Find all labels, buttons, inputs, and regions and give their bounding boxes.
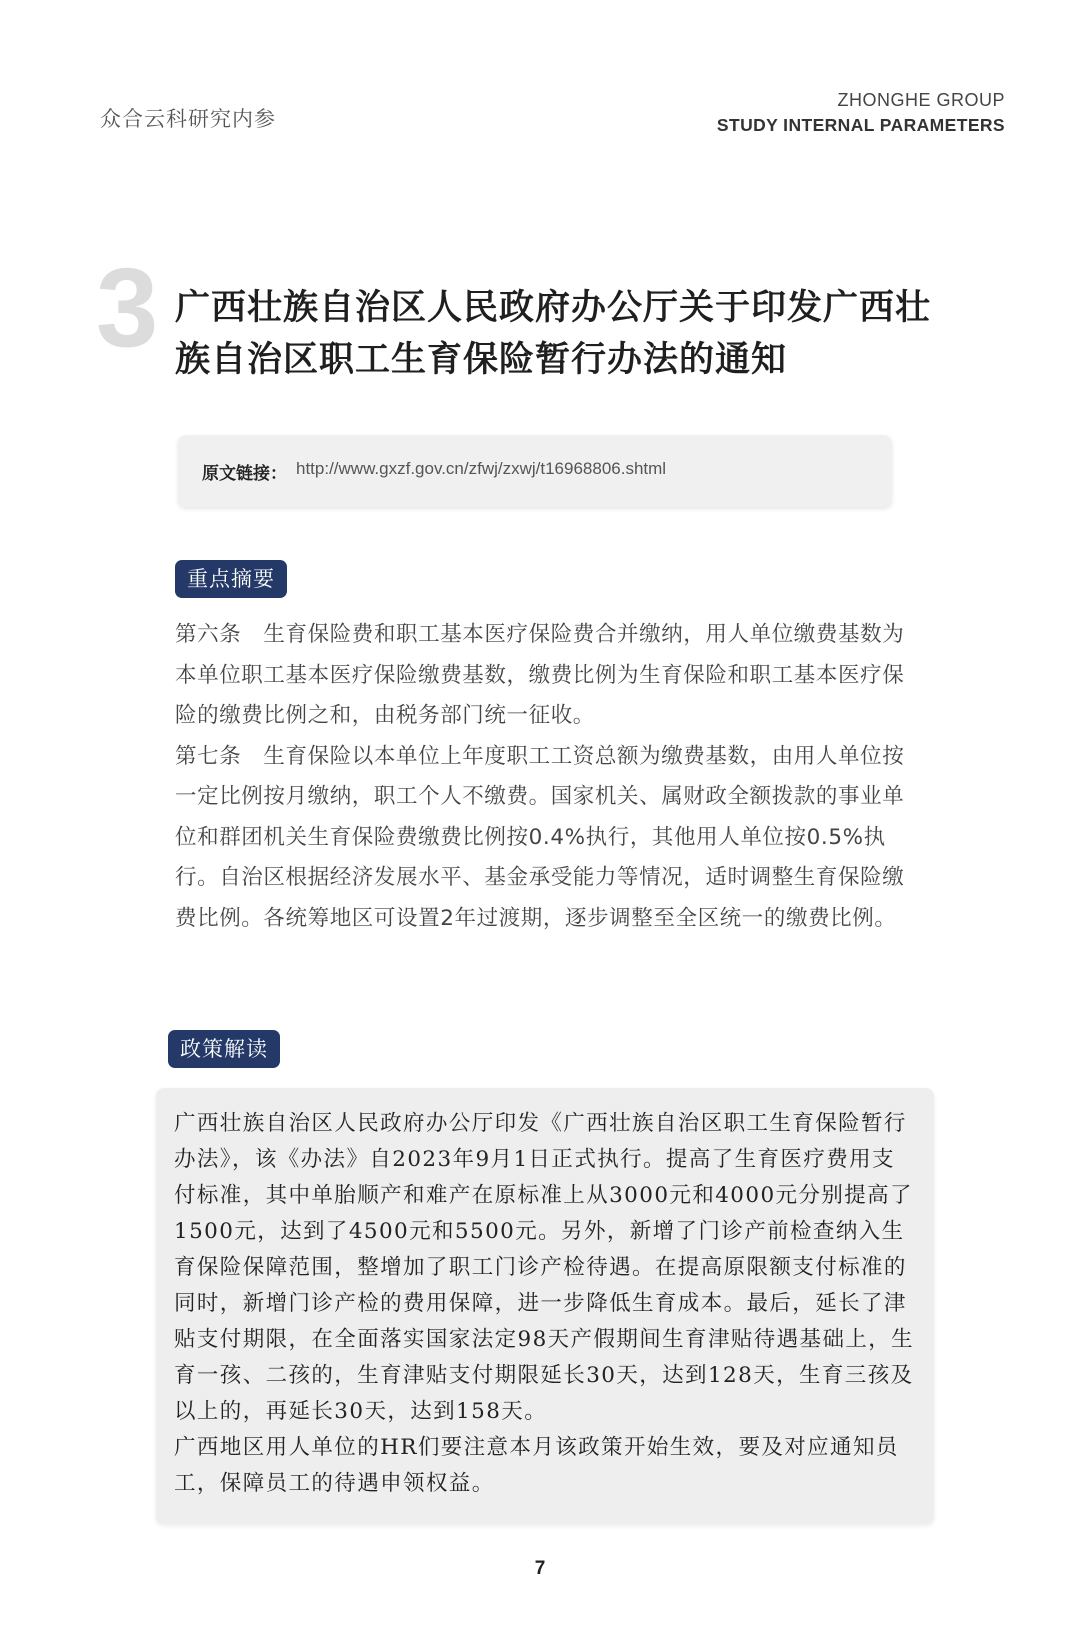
source-link-box [178,435,892,507]
header-group-line2: STUDY INTERNAL PARAMETERS [716,115,1005,135]
interpretation-tag: 政策解读 [168,1030,280,1068]
source-link-label: 原文链接： [202,464,287,484]
summary-paragraph-article-6: 第六条 生育保险费和职工基本医疗保险费合并缴纳，用人单位缴费基数为本单位职工基本医疗保险缴费基数，缴费比例为生育保险和职工基本医疗保险的缴费比例之和，由税务部门统一征收。 [175,622,905,728]
summary-tag: 重点摘要 [175,560,287,598]
summary-paragraph-article-7: 第七条 生育保险以本单位上年度职工工资总额为缴费基数，由用人单位按一定比例按月缴纳，职工个人不缴费。国家机关、属财政全额拨款的事业单位和群团机关生育保险费缴费比例按0.4%执行，其他用人单位按0.5%执行。自治区根据经济发展水平、基金承受能力等情况，适时调整生育保险缴费比例。各统筹地区可设置2年过渡期，逐步调整至全区统一的缴费比例。 [175,743,905,931]
page-number: 7 [534,1558,546,1579]
interpretation-paragraph-note: 广西地区用人单位的HR们要注意本月该政策开始生效，要及对应通知员工，保障员工的待遇申领权益。 [174,1435,899,1496]
header-group-name [717,88,1005,138]
header-brand-text: 众合云科研究内参 [100,107,276,131]
source-link-url[interactable]: http://www.gxzf.gov.cn/zfwj/zxwj/t16968806.shtml [296,459,667,478]
interpretation-box [156,1088,934,1524]
header-group-line1: ZHONGHE GROUP [837,90,1005,110]
interpretation-paragraph-main: 广西壮族自治区人民政府办公厅印发《广西壮族自治区职工生育保险暂行办法》，该《办法》自2023年9月1日正式执行。提高了生育医疗费用支付标准，其中单胎顺产和难产在原标准上从3000元和4000元分别提高了1500元，达到了4500元和5500元。另外，新增了门诊产前检查纳入生育保险保障范围，整增加了职工门诊产检待遇。在提高原限额支付标准的同时，新增门诊产检的费用保障，进一步降低生育成本。最后，延长了津贴支付期限，在全面落实国家法定98天产假期间生育津贴待遇基础上，生育一孩、二孩的，生育津贴支付期限延长30天，达到128天，生育三孩及以上的，再延长30天，达到158天。 [174,1111,915,1424]
section-number: 3 [96,245,159,370]
section-title: 广西壮族自治区人民政府办公厅关于印发广西壮族自治区职工生育保险暂行办法的通知 [175,288,932,380]
summary-body [175,615,905,939]
